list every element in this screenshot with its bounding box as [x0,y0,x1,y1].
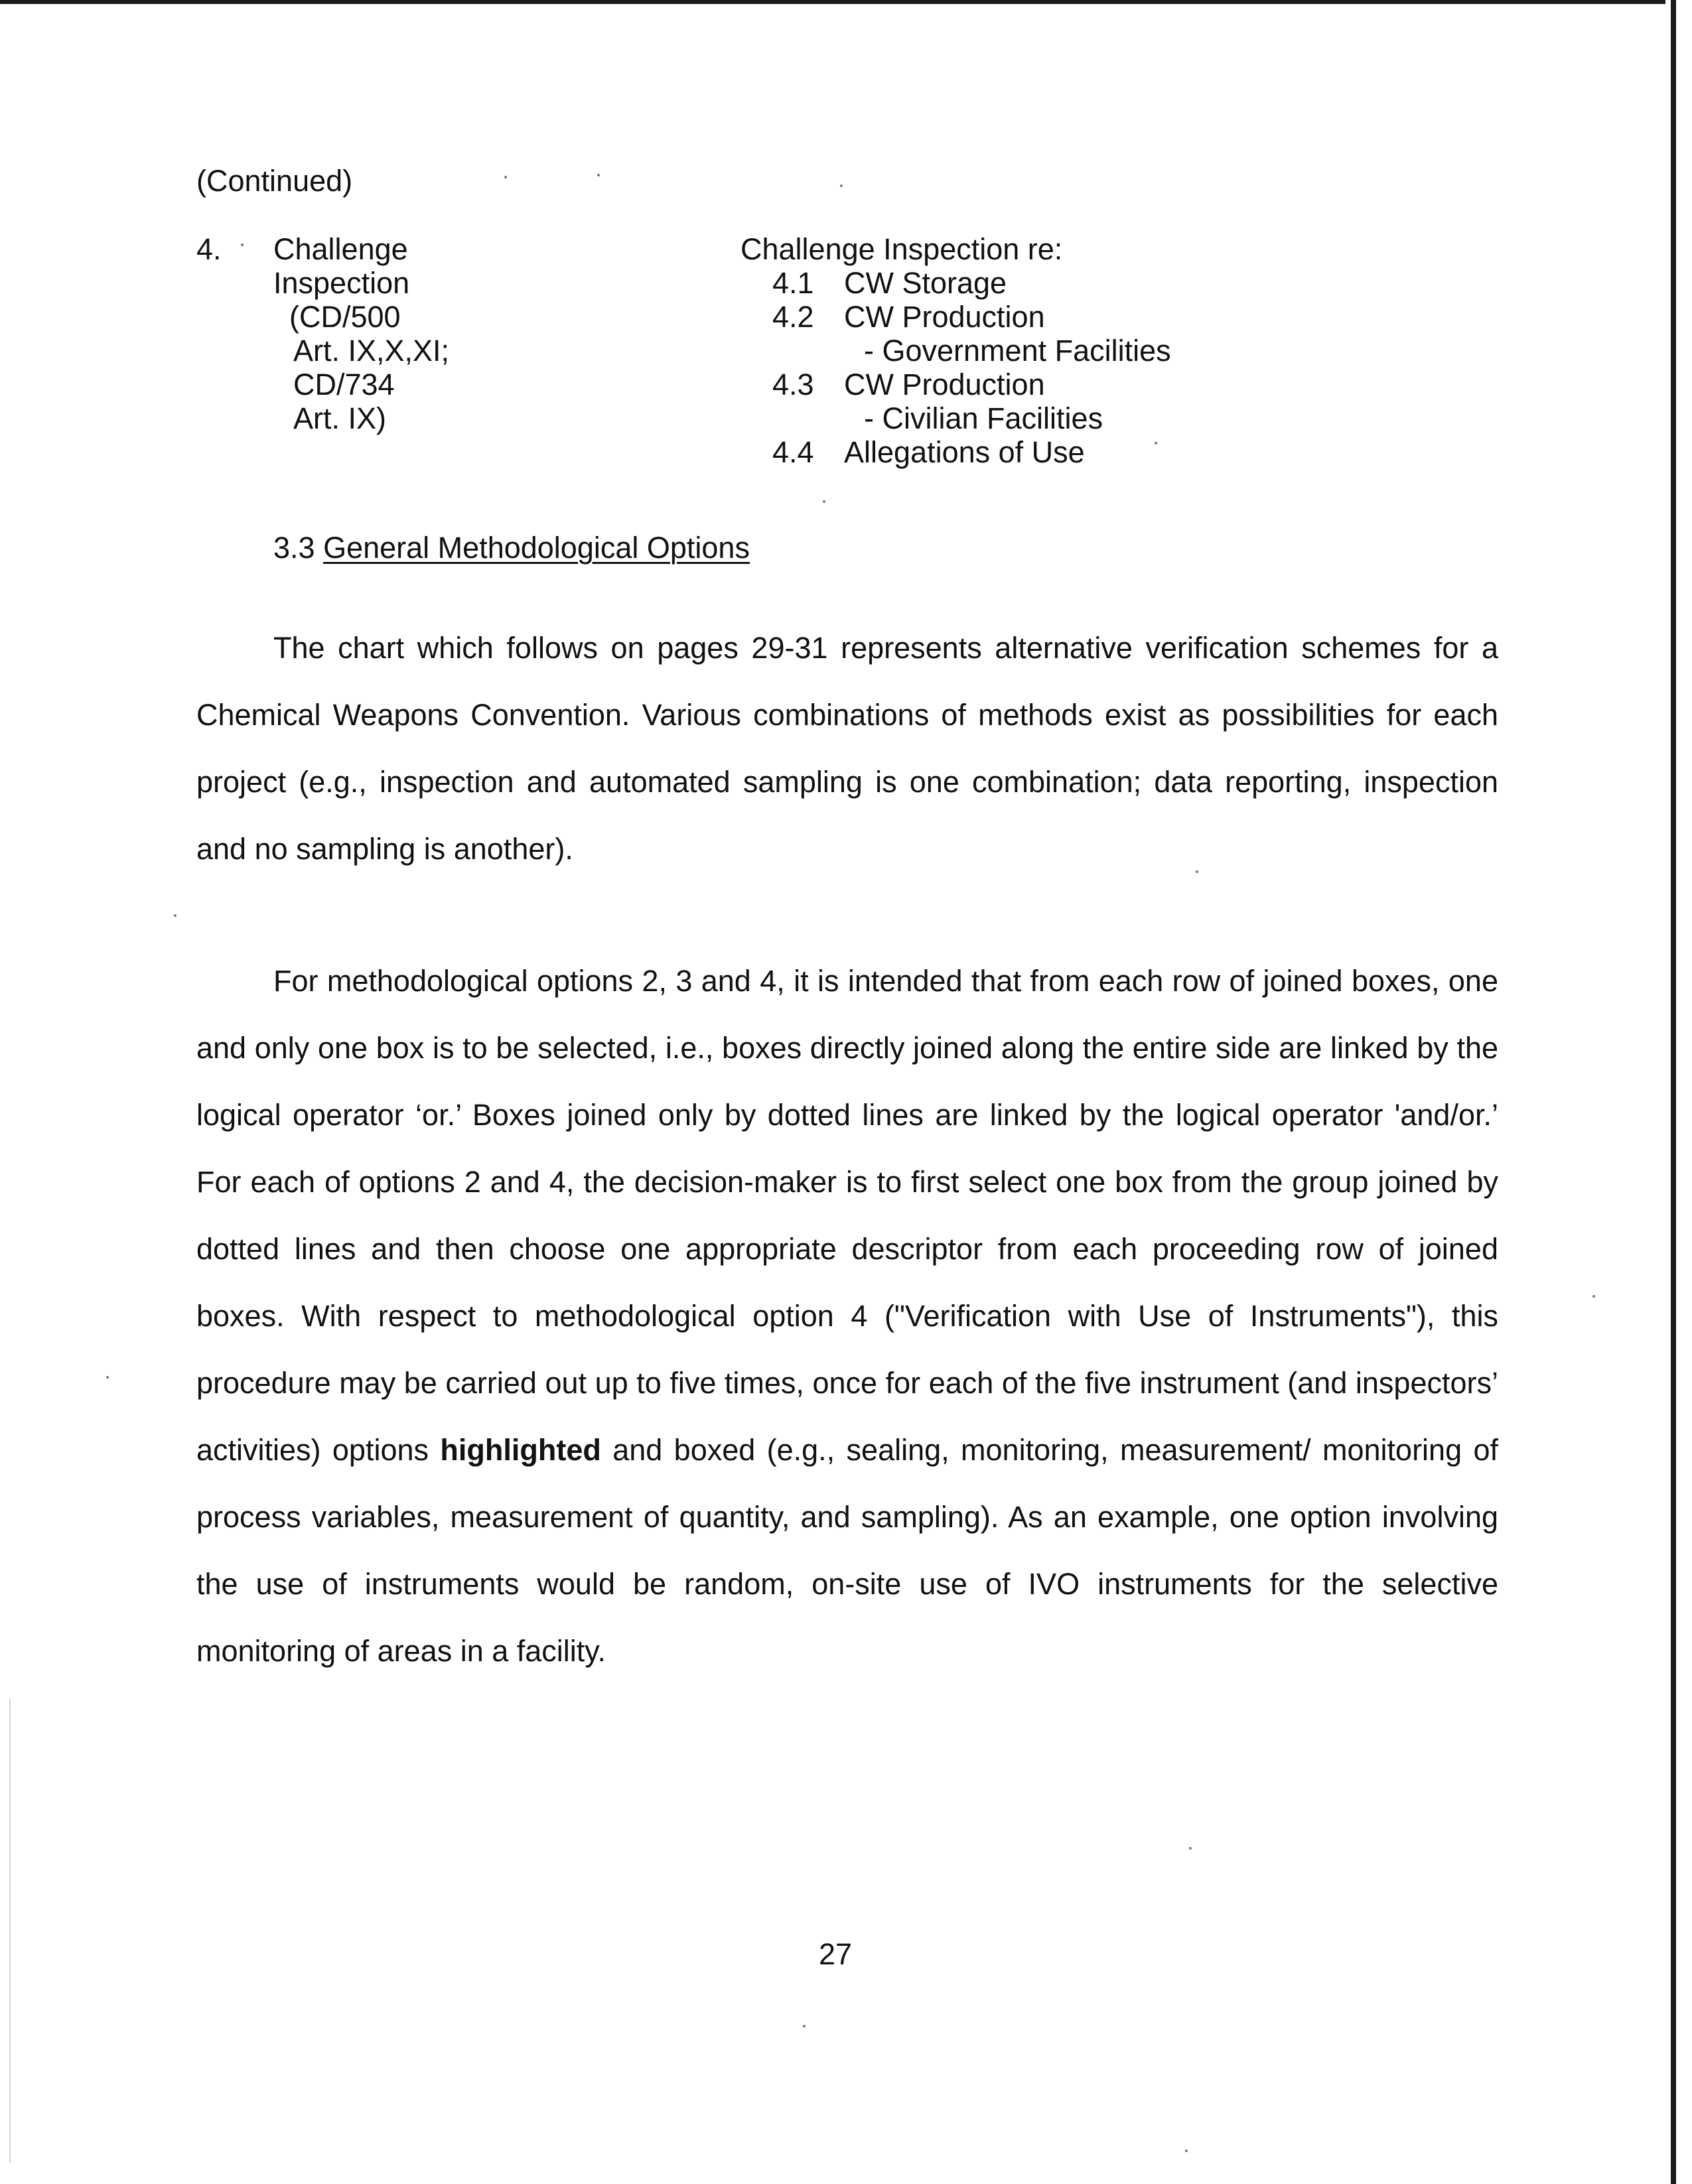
scan-speck [1196,870,1198,873]
subitem-text: CW Storage [844,266,1007,300]
paragraph-text: and boxed (e.g., sealing, monitoring, measurement/ monitoring of process variables, measurement of quantity, and sampling). As an example, one option involving the use of instruments would be random, on-site use of IVO instruments for the selective monitoring of areas in a facility. [196,1433,1498,1668]
paragraph-chart-overview: The chart which follows on pages 29-31 represents alternative verification schemes for a Chemical Weapons Convention. Various combinations of methods exist as possibilities for each project (e.g., inspection and automated sampling is one combination; data reporting, inspection and no sampling is another). [196,631,1498,866]
scan-speck [803,2025,806,2027]
subitem-text: CW Production [844,368,1045,401]
section-heading [273,531,750,565]
subitem-text: CW Production [844,300,1045,334]
scan-speck [1155,442,1157,444]
scan-speck [504,176,507,178]
page-border-top [0,0,1665,4]
item-heading: Challenge Inspection re: [740,232,1063,266]
subitem-number: 4.3 [772,368,814,401]
item-description-line: CD/734 [293,368,395,401]
item-description-line: Challenge [273,232,408,266]
paragraph-text: For methodological options 2, 3 and 4, it is intended that from each row of joined boxes, one and only one box is to be selected, i.e., boxes directly joined along the entire side are linked by the logical operator ‘or.’ Boxes joined only by dotted lines are linked by the logical operator 'and/or.’ For each of options 2 and 4, the decision-maker is to first select one box from the group joined by dotted lines and then choose one appropriate descriptor from each proceeding row of joined boxes. With respect to methodological option 4 ("Verification with Use of Instruments"), this procedure may be carried out up to five times, once for each of the five instrument (and inspectors’ activities) options [196,964,1498,1467]
subitem-4-3 [740,368,1171,401]
highlighted-word: highlighted [440,1433,601,1467]
subitem-number: 4.2 [772,300,814,334]
item-number: 4. [196,232,222,266]
page-number: 27 [819,1937,853,1971]
item-subitems [740,232,1171,469]
item-description-line: (CD/500 [289,300,401,334]
scan-speck [174,914,176,917]
item-description-line: Inspection [273,266,410,300]
section-title: General Methodological Options [323,531,750,565]
scan-speck [1185,2150,1188,2152]
scan-speck [823,500,825,503]
section-number: 3.3 [273,531,315,565]
item-description-line: Art. IX,X,XI; [293,334,450,368]
subitem-detail: - Government Facilities [864,334,1171,368]
subitem-4-1 [740,266,1171,300]
page-border-right [1671,0,1676,2184]
item-description [273,232,449,435]
scan-speck [1189,1847,1192,1850]
scan-speck [597,174,600,176]
subitem-number: 4.4 [772,435,814,469]
scan-speck [840,184,843,187]
subitem-text: Allegations of Use [844,435,1085,469]
paragraph-methodological-options [196,947,1498,1684]
scan-speck [1592,1295,1595,1298]
scan-speck [106,1376,109,1379]
continued-label: (Continued) [196,164,353,198]
subitem-4-4 [740,435,1171,469]
item-description-line: Art. IX) [293,401,387,435]
subitem-number: 4.1 [772,266,814,300]
scan-speck [241,243,244,246]
subitem-4-2 [740,300,1171,334]
subitem-detail: - Civilian Facilities [864,401,1103,435]
scan-artifact-line [9,1698,11,2163]
